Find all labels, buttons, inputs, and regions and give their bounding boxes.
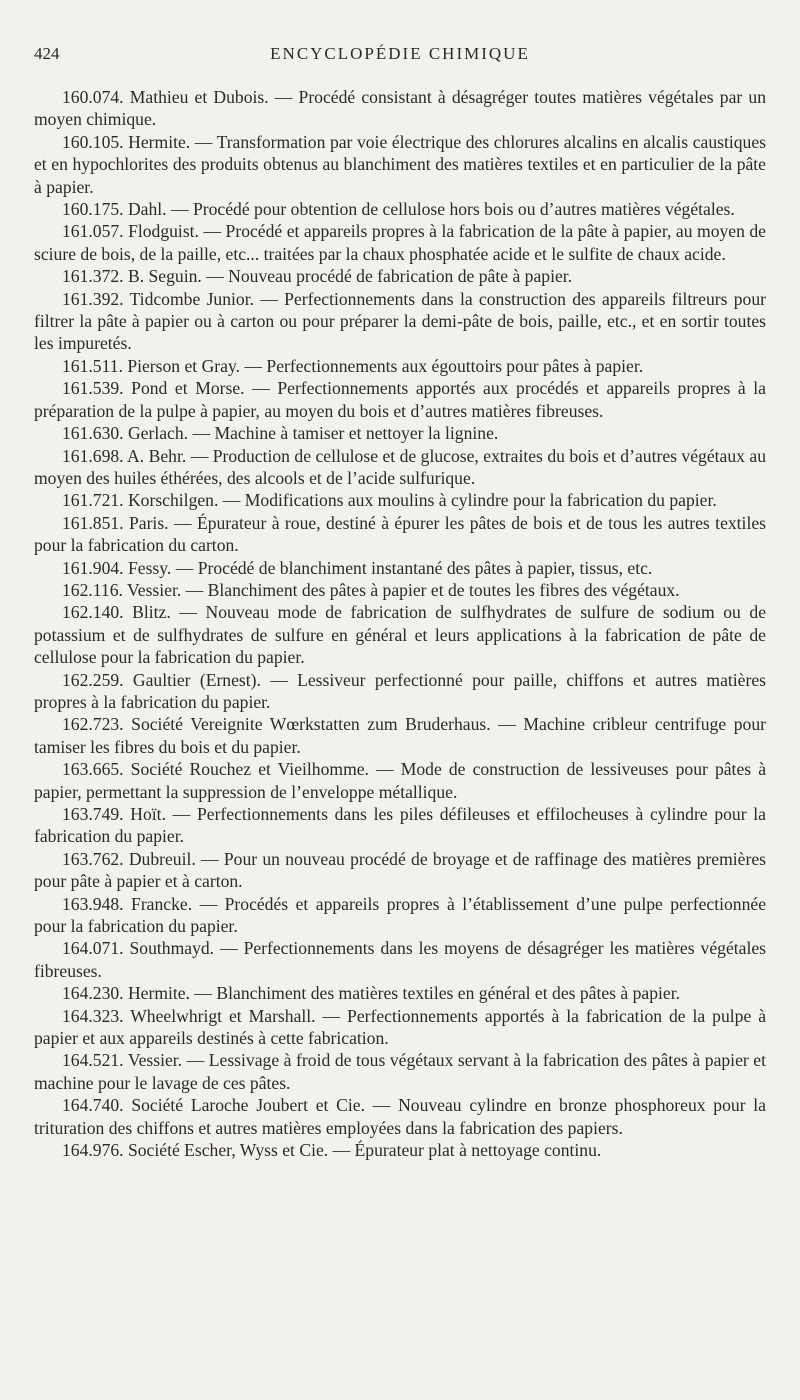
patent-entry: 164.740. Société Laroche Joubert et Cie. — Nouveau cylindre en bronze phosphoreux pour la trituration des chiffons et autres matières employées dans la fabrication des papiers.	[34, 1095, 766, 1138]
patent-entry: 161.698. A. Behr. — Production de cellulose et de glucose, extraites du bois et d’autres végétaux au moyen des huiles éthérées, des alcools et de l’acide sulfurique.	[34, 445, 766, 488]
page-number: 424	[34, 44, 60, 63]
patent-entry: 160.175. Dahl. — Procédé pour obtention de cellulose hors bois ou d’autres matières végétales.	[62, 199, 735, 220]
patent-entry: 163.948. Francke. — Procédés et appareils propres à l’établissement d’une pulpe perfectionnée pour la fabrication du papier.	[34, 893, 766, 937]
patent-entry: 160.074. Mathieu et Dubois. — Procédé consistant à désagréger toutes matières végétales par un moyen chimique.	[34, 87, 766, 130]
patent-entry: 161.057. Flodguist. — Procédé et appareils propres à la fabrication de la pâte à papier, au moyen de sciure de bois, de la paille, etc... traitées par la chaux phosphatée acide et le sulfite de chaux acide.	[34, 221, 766, 264]
patent-entry: 161.721. Korschilgen. — Modifications aux moulins à cylindre pour la fabrication du papier.	[62, 490, 717, 511]
patent-entry: 162.259. Gaultier (Ernest). — Lessiveur perfectionné pour paille, chiffons et autres matières propres à la fabrication du papier.	[34, 669, 766, 712]
patent-entry: 161.630. Gerlach. — Machine à tamiser et nettoyer la lignine.	[62, 423, 499, 444]
patent-entry: 161.511. Pierson et Gray. — Perfectionnements aux égouttoirs pour pâtes à papier.	[62, 355, 644, 376]
patent-entry: 162.140. Blitz. — Nouveau mode de fabrication de sulfhydrates de sulfure de sodium ou de potassium et de sulfhydrates de sulfure en général et leurs applications à la fabrication de pâte de cellulose pour la fabrication du papier.	[34, 602, 766, 668]
patent-entry: 163.749. Hoït. — Perfectionnements dans les piles défileuses et effilocheuses à cylindre pour la fabrication du papier.	[34, 804, 766, 847]
patent-entry: 164.521. Vessier. — Lessivage à froid de tous végétaux servant à la fabrication des pâtes à papier et machine pour le lavage de ces pâtes.	[34, 1050, 766, 1093]
patent-entry: 162.116. Vessier. — Blanchiment des pâtes à papier et de toutes les fibres des végétaux.	[62, 579, 680, 600]
patent-list	[34, 86, 766, 1162]
patent-entry: 161.392. Tidcombe Junior. — Perfectionnements dans la construction des appareils filtreurs pour filtrer la pâte à papier ou à carton ou pour préparer la demi-pâte de bois, paille, etc., et en sortir toutes les impuretés.	[34, 288, 766, 354]
patent-entry: 161.904. Fessy. — Procédé de blanchiment instantané des pâtes à papier, tissus, etc.	[62, 557, 653, 578]
page-header	[34, 44, 766, 68]
patent-entry: 164.230. Hermite. — Blanchiment des matières textiles en général et des pâtes à papier.	[62, 983, 681, 1004]
patent-entry: 164.976. Société Escher, Wyss et Cie. — Épurateur plat à nettoyage continu.	[62, 1140, 602, 1161]
patent-entry: 164.071. Southmayd. — Perfectionnements dans les moyens de désagréger les matières végétales fibreuses.	[34, 938, 766, 981]
patent-entry: 161.539. Pond et Morse. — Perfectionnements apportés aux procédés et appareils propres à la préparation de la pulpe à papier, au moyen du bois et d’autres matières fibreuses.	[34, 378, 766, 421]
patent-entry: 164.323. Wheelwhrigt et Marshall. — Perfectionnements apportés à la fabrication de la pulpe à papier et aux appareils destinés à cette fabrication.	[34, 1005, 766, 1049]
running-title: ENCYCLOPÉDIE CHIMIQUE	[270, 44, 530, 63]
patent-entry: 163.665. Société Rouchez et Vieilhomme. — Mode de construction de lessiveuses pour pâtes à papier, permettant la suppression de l’enveloppe métallique.	[34, 759, 766, 802]
patent-entry: 163.762. Dubreuil. — Pour un nouveau procédé de broyage et de raffinage des matières premières pour pâte à papier et à carton.	[34, 848, 766, 892]
patent-entry: 161.851. Paris. — Épurateur à roue, destiné à épurer les pâtes de bois et de tous les autres textiles pour la fabrication du carton.	[34, 512, 766, 556]
patent-entry: 162.723. Société Vereignite Wœrkstatten zum Bruderhaus. — Machine cribleur centrifuge pour tamiser les fibres du bois et du papier.	[34, 714, 766, 757]
patent-entry: 160.105. Hermite. — Transformation par voie électrique des chlorures alcalins en alcalis caustiques et en hypochlorites des produits obtenus au blanchiment des matières textiles et en particulier de la pâte à papier.	[34, 131, 766, 197]
patent-entry: 161.372. B. Seguin. — Nouveau procédé de fabrication de pâte à papier.	[62, 266, 573, 287]
